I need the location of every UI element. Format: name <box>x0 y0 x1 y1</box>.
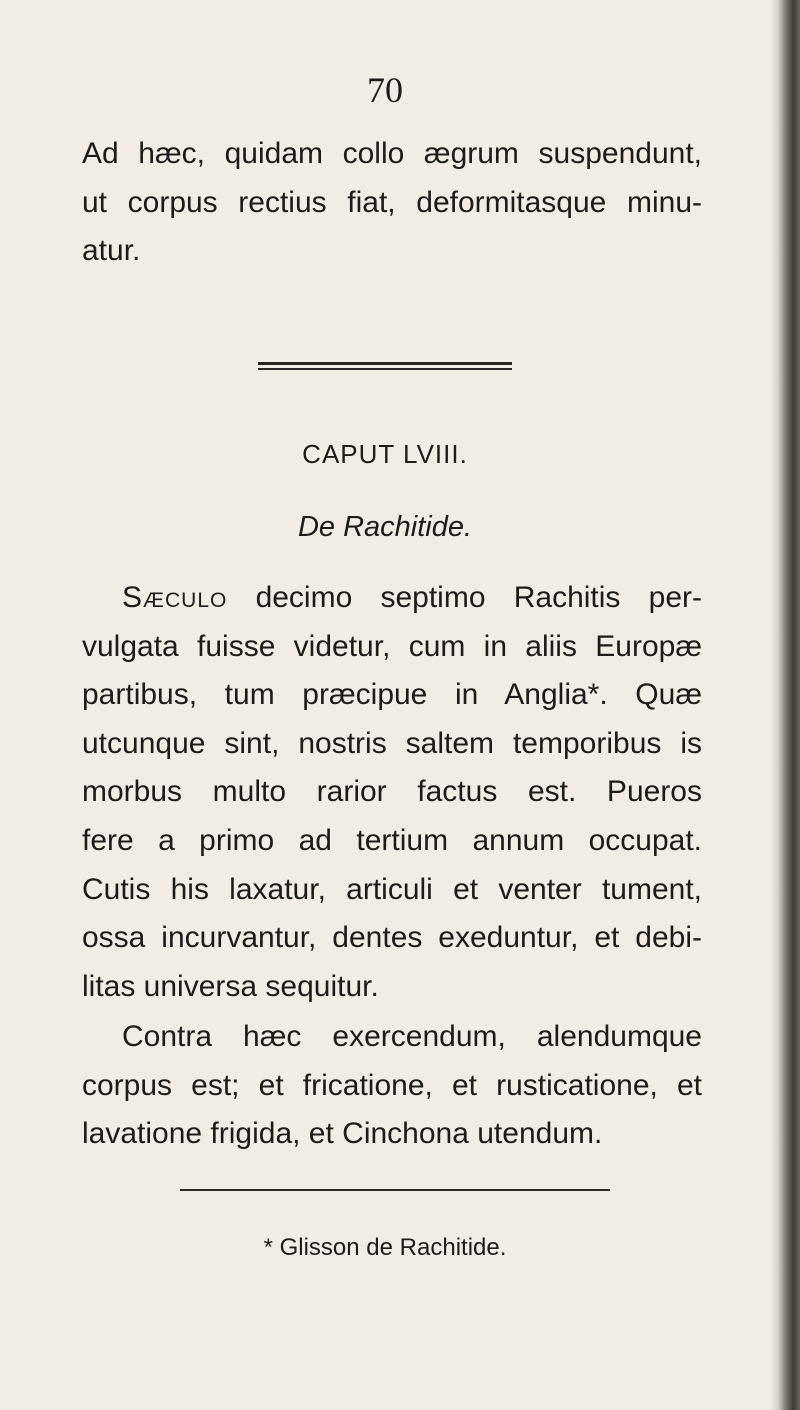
treatment-line: corpus est; et fricatione, et rusticatione, et <box>82 1068 702 1102</box>
main-line: vulgata fuisse videtur, cum in aliis Europæ <box>82 629 702 663</box>
page-number: 70 <box>367 70 403 110</box>
main-line: morbus multo rarior factus est. Pueros <box>82 775 702 809</box>
main-line: partibus, tum præcipue in Anglia*. Quæ <box>82 678 702 712</box>
book-spine-edge <box>778 0 800 1410</box>
page-edge-shadow <box>770 0 778 1410</box>
chapter-divider <box>258 362 512 370</box>
chapter-heading: CAPUT LVIII. <box>302 439 468 469</box>
first-word: Sæculo <box>122 581 228 614</box>
treatment-paragraph <box>82 1013 702 1159</box>
first-line-rest: decimo septimo Rachitis per- <box>227 581 702 614</box>
chapter-subtitle: De Rachitide. <box>297 511 473 543</box>
treatment-line: Contra hæc exercendum, alendumque <box>122 1020 702 1053</box>
intro-line: Ad hæc, quidam collo ægrum suspendunt, <box>82 137 702 170</box>
intro-paragraph <box>82 130 702 276</box>
footnote-divider <box>180 1189 610 1191</box>
main-line: fere a primo ad tertium annum occupat. <box>82 823 702 857</box>
intro-line: ut corpus rectius fiat, deformitasque minu- <box>82 185 702 219</box>
main-line: utcunque sint, nostris saltem temporibus is <box>82 726 702 760</box>
main-first-line <box>82 574 702 623</box>
main-paragraph <box>82 574 702 1011</box>
main-line: ossa incurvantur, dentes exeduntur, et debi- <box>82 921 702 955</box>
main-line: Cutis his laxatur, articuli et venter tument, <box>82 872 702 906</box>
footnote: * Glisson de Rachitide. <box>263 1234 507 1261</box>
treatment-line: lavatione frigida, et Cinchona utendum. <box>82 1117 603 1151</box>
main-line: litas universa sequitur. <box>82 969 379 1003</box>
intro-line: atur. <box>82 234 141 268</box>
